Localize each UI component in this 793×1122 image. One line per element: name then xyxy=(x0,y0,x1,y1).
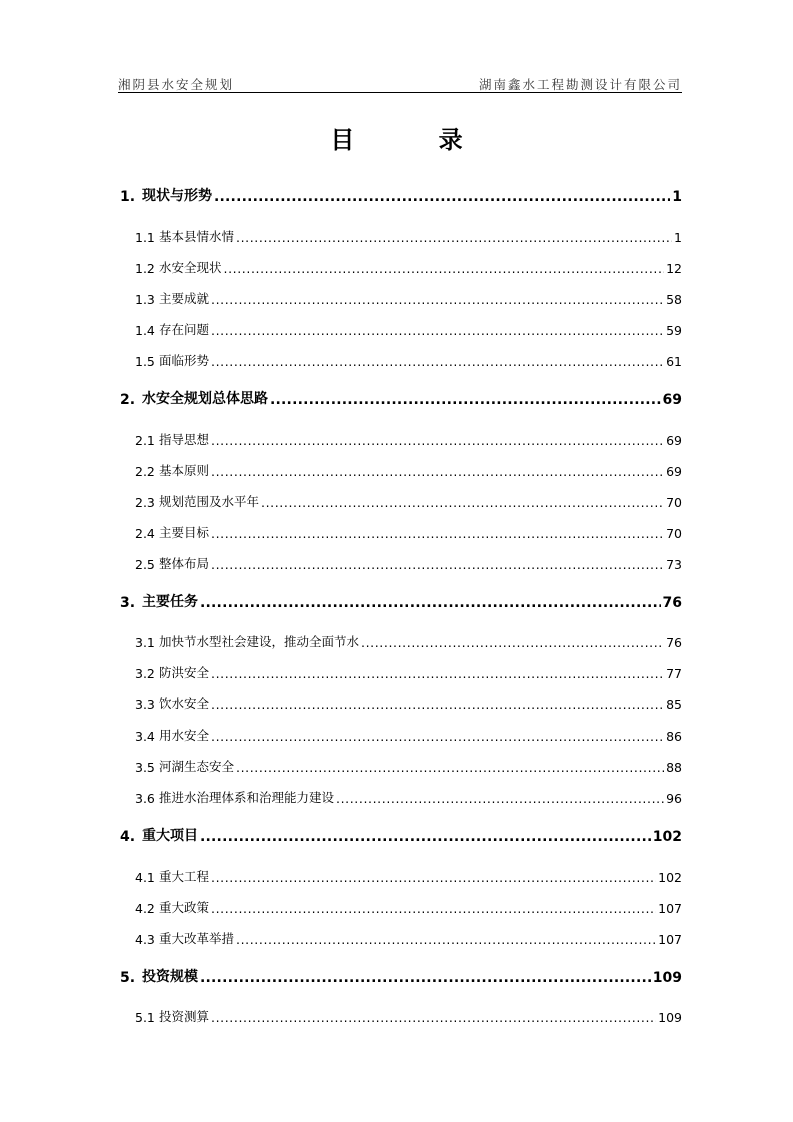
toc-page: 102 xyxy=(658,870,682,885)
toc-number: 1.5 xyxy=(135,354,155,369)
toc-entry-2-3[interactable] xyxy=(135,490,682,510)
toc-leader xyxy=(211,355,664,369)
toc-page: 70 xyxy=(666,495,682,510)
toc-title: 存在问题 xyxy=(159,322,210,337)
toc-leader xyxy=(211,1011,656,1025)
toc-page: 109 xyxy=(652,970,682,986)
toc-leader xyxy=(224,262,665,276)
toc-entry-3-6[interactable] xyxy=(135,786,682,806)
toc-title: 水安全现状 xyxy=(159,260,222,275)
toc-page: 107 xyxy=(658,932,682,947)
toc-number: 2.5 xyxy=(135,557,155,572)
toc-number: 3.6 xyxy=(135,791,155,806)
toc-leader xyxy=(200,831,651,845)
toc-leader xyxy=(211,558,664,572)
toc-title: 防洪安全 xyxy=(159,665,210,680)
toc-number: 1.2 xyxy=(135,261,155,276)
toc-leader xyxy=(200,597,661,611)
toc-page: 76 xyxy=(662,595,682,611)
toc-number: 4.2 xyxy=(135,901,155,916)
toc-title: 规划范围及水平年 xyxy=(159,494,260,509)
toc-page: 96 xyxy=(666,791,682,806)
toc-entry-1-1[interactable] xyxy=(135,225,682,245)
toc-page: 69 xyxy=(666,464,682,479)
toc-page: 1 xyxy=(672,189,682,205)
toc-page: 61 xyxy=(666,354,682,369)
toc-entry-1-3[interactable] xyxy=(135,287,682,307)
toc-title: 主要成就 xyxy=(159,291,210,306)
toc-page: 109 xyxy=(658,1010,682,1025)
toc-leader xyxy=(200,972,651,986)
toc-title: 基本县情水情 xyxy=(159,229,235,244)
toc-title: 加快节水型社会建设，推动全面节水 xyxy=(159,634,360,649)
toc-title: 推进水治理体系和治理能力建设 xyxy=(159,790,335,805)
toc-entry-3[interactable] xyxy=(120,591,682,611)
toc-title: 重大工程 xyxy=(159,869,210,884)
toc-title: 饮水安全 xyxy=(159,696,210,711)
toc-page: 85 xyxy=(666,697,682,712)
toc-entry-3-3[interactable] xyxy=(135,692,682,712)
toc-number: 3.4 xyxy=(135,729,155,744)
toc-number: 3.2 xyxy=(135,666,155,681)
toc-number: 4.3 xyxy=(135,932,155,947)
toc-number: 5. xyxy=(120,970,136,986)
toc-leader xyxy=(211,698,664,712)
toc-number: 4.1 xyxy=(135,870,155,885)
toc-leader xyxy=(211,730,664,744)
toc-title: 用水安全 xyxy=(159,728,210,743)
toc-title: 河湖生态安全 xyxy=(159,759,235,774)
toc-number: 3.3 xyxy=(135,697,155,712)
toc-title: 重大项目 xyxy=(142,828,198,844)
toc-title: 整体布局 xyxy=(159,556,210,571)
toc-leader xyxy=(236,761,664,775)
toc-page: 76 xyxy=(666,635,682,650)
toc-leader xyxy=(211,527,664,541)
toc-number: 1.1 xyxy=(135,230,155,245)
toc-number: 2.3 xyxy=(135,495,155,510)
toc-entry-3-2[interactable] xyxy=(135,661,682,681)
toc-title: 现状与形势 xyxy=(142,188,212,204)
toc-entry-2-5[interactable] xyxy=(135,552,682,572)
toc-leader xyxy=(236,231,672,245)
toc-title: 投资测算 xyxy=(159,1009,210,1024)
toc-entry-2-1[interactable] xyxy=(135,428,682,448)
toc-number: 3. xyxy=(120,595,136,611)
toc-title: 水安全规划总体思路 xyxy=(142,391,268,407)
toc-entry-3-5[interactable] xyxy=(135,755,682,775)
toc-page: 69 xyxy=(662,392,682,408)
toc-leader xyxy=(261,496,664,510)
toc-number: 3.5 xyxy=(135,760,155,775)
toc-title: 主要目标 xyxy=(159,525,210,540)
toc-page: 107 xyxy=(658,901,682,916)
toc-title: 投资规模 xyxy=(142,969,198,985)
toc-page: 102 xyxy=(652,829,682,845)
toc-entry-4-2[interactable] xyxy=(135,896,682,916)
toc-page: 1 xyxy=(674,230,682,245)
toc-title: 指导思想 xyxy=(159,432,210,447)
toc-entry-4-3[interactable] xyxy=(135,927,682,947)
toc-number: 1. xyxy=(120,189,136,205)
toc-page: 12 xyxy=(666,261,682,276)
toc-entry-4[interactable] xyxy=(120,825,682,845)
toc-entry-1-4[interactable] xyxy=(135,318,682,338)
toc-leader xyxy=(270,394,661,408)
toc-number: 2.2 xyxy=(135,464,155,479)
toc-title: 面临形势 xyxy=(159,353,210,368)
toc-leader xyxy=(211,434,664,448)
toc-leader xyxy=(336,792,664,806)
toc-page: 88 xyxy=(666,760,682,775)
toc-entry-3-1[interactable] xyxy=(135,630,682,650)
toc-entry-3-4[interactable] xyxy=(135,724,682,744)
toc-number: 2.1 xyxy=(135,433,155,448)
toc-number: 1.3 xyxy=(135,292,155,307)
toc-number: 3.1 xyxy=(135,635,155,650)
toc-entry-2-4[interactable] xyxy=(135,521,682,541)
toc-page: 77 xyxy=(666,666,682,681)
toc-entry-2[interactable] xyxy=(120,388,682,408)
toc-title: 重大改革举措 xyxy=(159,931,235,946)
toc-page: 73 xyxy=(666,557,682,572)
toc-entry-2-2[interactable] xyxy=(135,459,682,479)
toc-entry-4-1[interactable] xyxy=(135,865,682,885)
toc-leader xyxy=(211,667,664,681)
toc-number: 2.4 xyxy=(135,526,155,541)
toc-page: 69 xyxy=(666,433,682,448)
toc-leader xyxy=(211,293,664,307)
toc-page: 86 xyxy=(666,729,682,744)
toc-leader xyxy=(361,636,664,650)
toc-entry-1-5[interactable] xyxy=(135,349,682,369)
toc-leader xyxy=(214,191,670,205)
toc-leader xyxy=(211,465,664,479)
toc-number: 5.1 xyxy=(135,1010,155,1025)
toc-title: 主要任务 xyxy=(142,594,198,610)
toc-entry-5[interactable] xyxy=(120,966,682,986)
toc-number: 4. xyxy=(120,829,136,845)
toc-page: 70 xyxy=(666,526,682,541)
toc-entry-1[interactable] xyxy=(120,185,682,205)
toc-title: 重大政策 xyxy=(159,900,210,915)
toc-entry-1-2[interactable] xyxy=(135,256,682,276)
toc-leader xyxy=(211,871,656,885)
page-title: 目 录 xyxy=(330,126,501,154)
page-header xyxy=(118,70,682,93)
toc-leader xyxy=(211,902,656,916)
toc-title: 基本原则 xyxy=(159,463,210,478)
toc-number: 2. xyxy=(120,392,136,408)
header-left-title: 湘阴县水安全规划 xyxy=(118,77,235,92)
toc-entry-5-1[interactable] xyxy=(135,1005,682,1025)
toc-page: 58 xyxy=(666,292,682,307)
toc-number: 1.4 xyxy=(135,323,155,338)
header-right-company: 湖南鑫水工程勘测设计有限公司 xyxy=(478,77,682,92)
toc-page: 59 xyxy=(666,323,682,338)
toc-leader xyxy=(211,324,664,338)
toc-leader xyxy=(236,933,656,947)
